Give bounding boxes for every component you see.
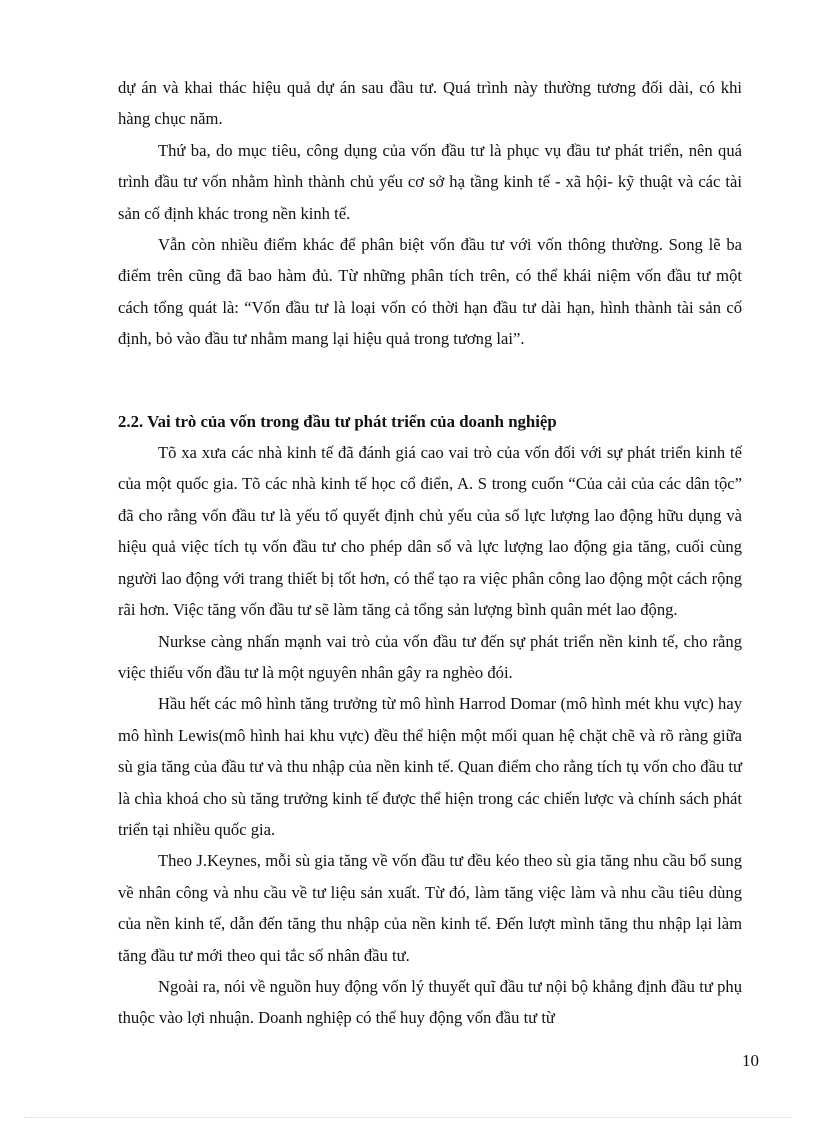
page-number: 10 [742, 1051, 759, 1070]
paragraph-keynes: Theo J.Keynes, mỗi sù gia tăng về vốn đầu tư đều kéo theo sù gia tăng nhu cầu bổ sung về nhân công và nhu cầu về tư liệu sản xuất. Từ đó, làm tăng việc làm và nhu cầu tiêu dùng của nền kinh tế, dẫn đến tăng thu nhập của nền kinh tế. Đến lượt mình tăng thu nhập lại làm tăng đầu tư mới theo qui tắc số nhân đầu tư. [118, 851, 742, 965]
page-body [118, 72, 742, 1034]
paragraph-classical-economists: Tõ xa xưa các nhà kinh tế đã đánh giá cao vai trò của vốn đối với sự phát triển kinh tế của một quốc gia. Tõ các nhà kinh tế học cổ điển, A. S trong cuốn “Của cải của các dân tộc” đã cho rằng vốn đầu tư là yếu tố quyết định chủ yếu của số lực lượng lao động hữu dụng và hiệu quả việc tích tụ vốn đầu tư cho phép dân số và lực lượng lao động gia tăng, cuối cùng người lao động với trang thiết bị tốt hơn, có thể tạo ra việc phân công lao động một cách rộng rãi hơn. Việc tăng vốn đầu tư sẽ làm tăng cả tổng sản lượng bình quân mét lao động. [118, 443, 742, 620]
section-heading: 2.2. Vai trò của vốn trong đầu tư phát triển của doanh nghiệp [118, 411, 557, 431]
paragraph-nurkse: Nurkse càng nhấn mạnh vai trò của vốn đầu tư đến sự phát triển nền kinh tế, cho rằng việc thiếu vốn đầu tư là một nguyên nhân gây ra nghèo đói. [118, 631, 742, 682]
paragraph-growth-models: Hầu hết các mô hình tăng trưởng từ mô hình Harrod Domar (mô hình mét khu vực) hay mô hình Lewis(mô hình hai khu vực) đều thể hiện một mối quan hệ chặt chẽ và rõ ràng giữa sù gia tăng của đầu tư và thu nhập của nền kinh tế. Quan điểm cho rằng tích tụ vốn cho đầu tư là chìa khoá cho sù tăng trưởng kinh tế được thể hiện trong các chiến lược và chính sách phát triển tại nhiều quốc gia. [118, 694, 742, 839]
footer-divider [24, 1117, 792, 1118]
paragraph-investment-definition: Vẫn còn nhiều điểm khác để phân biệt vốn đầu tư với vốn thông thường. Song lẽ ba điểm trên cũng đã bao hàm đủ. Từ những phân tích trên, có thể khái niệm vốn đầu tư một cách tổng quát là: “Vốn đầu tư là loại vốn có thời hạn đầu tư dài hạn, hình thành tài sản cố định, bỏ vào đầu tư nhằm mang lại hiệu quả trong tương lai”. [118, 235, 742, 349]
paragraph-continuation: dự án và khai thác hiệu quả dự án sau đầu tư. Quá trình này thường tương đối dài, có khi hàng chục năm. [118, 78, 742, 129]
paragraph-internal-fund: Ngoài ra, nói về nguồn huy động vốn lý thuyết quĩ đầu tư nội bộ khẳng định đầu tư phụ thuộc vào lợi nhuận. Doanh nghiệp có thể huy động vốn đầu tư từ [118, 976, 742, 1028]
paragraph-third-point: Thứ ba, do mục tiêu, công dụng của vốn đầu tư là phục vụ đầu tư phát triển, nên quá trình đầu tư vốn nhằm hình thành chủ yếu cơ sở hạ tầng kinh tế - xã hội- kỹ thuật và các tài sản cố định khác trong nền kinh tế. [118, 140, 742, 223]
